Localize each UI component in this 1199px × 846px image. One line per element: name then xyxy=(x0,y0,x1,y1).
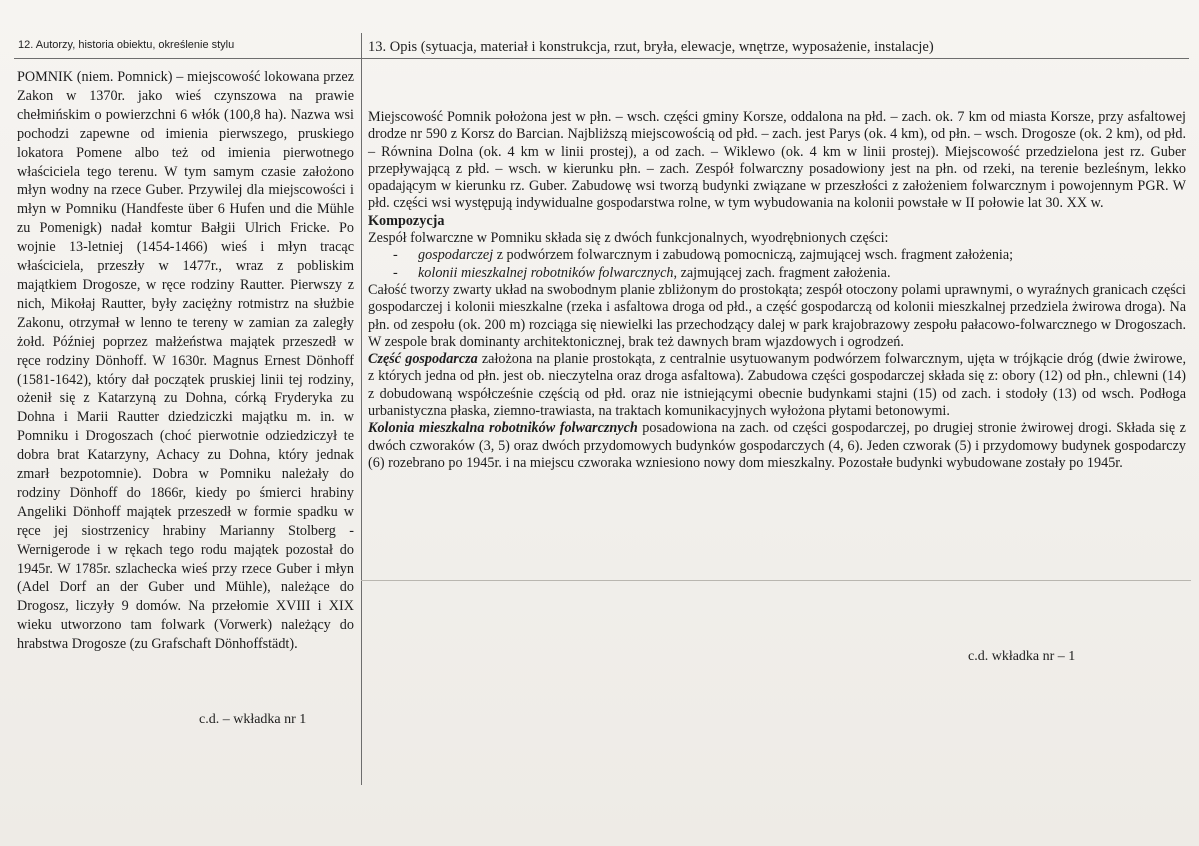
history-column xyxy=(17,68,354,654)
description-continuation-note: c.d. wkładka nr – 1 xyxy=(968,649,1076,664)
colony-lead: Kolonia mieszkalna robotników folwarcznych xyxy=(368,420,638,437)
list-item xyxy=(368,247,1186,264)
history-continuation-note: c.d. – wkładka nr 1 xyxy=(199,712,307,727)
history-text: POMNIK (niem. Pomnick) – miejscowość lokowana przez Zakon w 1370r. jako wieś czynszowa na prawie chełmińskim o powierzchni 6 włók (100,8 ha). Nazwa wsi pochodzi zapewne od imienia pierwszego, pruskiego lokatora Pomene albo też od imienia pierwotnego właściciela tego terenu. W tym samym czasie założono młyn wodny na rzece Guber. Przywilej dla miejscowości i młyn w Pomniku (Handfeste über 6 Hufen und die Mühle zu Pomenigk) nadał komtur Bałgii Ulrich Fricke. Po wojnie 13-letniej (1454-1466) wieś i młyn tracąc właściciela, przeszły w 1477r., wraz z pobliskim majątkiem Drogosze, w ręce rodziny Rautter. Pierwszy z nich, Mikołaj Rautter, były zaciężny rotmistrz na służbie Zakonu, otrzymał w lenno te tereny w zamian za zaległy żołd. Później poprzez małżeństwa majątek przeszedł w ręce rodziny Dönhoff. W 1630r. Magnus Ernest Dönhoff (1581-1642), który dał początek pruskiej linii tej rodziny, ożenił się z Katarzyną zu Dohna, córką Fryderyka zu Dohna i Marii Rautter dziedziczki majątku m. in. w Pomniku i Drogoszach (choć pierwotnie odziedziczył te dobra brat Katarzyny, Achacy zu Dohna, który jednak zmarł bezpotomnie). Dobra w Pomniku należały do rodziny Dönhoff do 1866r, kiedy po śmierci hrabiny Angeliki Dönhoff majątek przeszedł w formie spadku w ręce jej siostrzenicy hrabiny Marianny Stolberg - Wernigerode i w rękach tego rodu majątek pozostał do 1945r. W 1785r. szlachecka wieś przy rzece Guber i młyn (Adel Dorf an der Guber und Mühle), należące do Drogosz, liczyły 9 domów. Na przełomie XVIII i XIX wieku utworzono tam folwark (Vorwerk) należący do hrabstwa Drogosze (zu Grafschaft Dönhoffstädt). xyxy=(17,69,354,653)
section-12-header: 12. Autorzy, historia obiektu, określenie stylu xyxy=(18,39,235,51)
section-13-header: 13. Opis (sytuacja, materiał i konstrukcja, rzut, bryła, elewacje, wnętrze, wyposażenie, instalacje) xyxy=(368,39,934,55)
economic-part-lead: Część gospodarcza xyxy=(368,351,478,368)
lower-divider xyxy=(361,580,1191,581)
location-paragraph: Miejscowość Pomnik położona jest w płn. – wsch. części gminy Korsze, oddalona na płd. – zach. ok. 7 km od miasta Korsze, przy asfaltowej drodze nr 590 z Korsz do Barcian. Najbliższą miejscowością od płd. – zach. jest Parys (ok. 4 km), od płn. – wsch. Drogosze (ok. 2 km), od płd. – Równina Dolna (ok. 4 km w linii prostej), a od zach. – Wiklewo (ok. 4 km w linii prostej). Miejscowość przedzielona jest rz. Guber przepływającą z płd. – wsch. w kierunku płn. – zach. Zespół folwarczny posadowiony jest na płn. od rzeki, na terenie bezleśnym, lekko opadającym w kierunku rz. Guber. Zabudowę wsi tworzą budynki związane w przeszłości z założeniem folwarcznym i powojennym PGR. W płd. części wsi występują indywidualne gospodarstwa rolne, w tym wybudowania na kolonii powstałe w II połowie lat 30. XX w. xyxy=(368,109,1186,212)
list-item-term: kolonii mieszkalnej robotników folwarcznych xyxy=(418,264,674,281)
header-divider xyxy=(14,58,1189,59)
list-item-text xyxy=(418,265,1186,282)
list-item-desc: , zajmującej zach. fragment założenia. xyxy=(673,264,891,281)
list-item-term: gospodarczej xyxy=(418,247,494,264)
composition-heading: Kompozycja xyxy=(368,212,445,229)
list-dash: - xyxy=(393,247,398,264)
column-divider xyxy=(361,33,362,785)
colony-text: posadowiona na zach. od części gospodarczej, po drugiej stronie żwirowej drogi. Składa się z dwóch czworaków (3, 5) oraz dwóch przydomowych budynków gospodarczych (4, 6). Jeden czworak (5) i przydomowy budynek gospodarczy (6) rozebrano po 1945r. i na miejscu czworaka wzniesiono nowy dom mieszkalny. Pozostałe budynki wybudowane zostały po 1945r. xyxy=(368,420,1186,471)
composition-intro: Zespół folwarczne w Pomniku składa się z dwóch funkcjonalnych, wyodrębnionych części: xyxy=(368,230,889,247)
economic-part-text: założona na planie prostokąta, z centralnie usytuowanym podwórzem folwarcznym, ujęta w trójkącie dróg (dwie żwirowe, z których jedna od płn. jest ob. nieczytelna oraz droga asfaltowa). Zabudowa części gospodarczej składa się z: obory (12) od płn., chlewni (14) z dobudowaną współcześnie częścią od płd. oraz nie istniejącymi obecnie budynkami stajni (15) od zach. i stodoły (13) od wsch. Podłoga urbanistyczna płaska, ziemno-trawiasta, na traktach komunikacyjnych wyłożona płytami betonowymi. xyxy=(368,351,1187,420)
list-dash: - xyxy=(393,264,398,281)
list-item xyxy=(368,265,1186,282)
list-item-desc: z podwórzem folwarcznym i zabudową pomocniczą, zajmującej wsch. fragment założenia; xyxy=(493,247,1014,264)
economic-part-paragraph xyxy=(368,351,1186,420)
colony-paragraph xyxy=(368,420,1186,472)
description-column xyxy=(368,109,1186,472)
list-item-text xyxy=(418,247,1186,264)
layout-paragraph: Całość tworzy zwarty układ na swobodnym planie zbliżonym do prostokąta; zespół otoczony polami uprawnymi, o wyraźnych granicach części gospodarczej i kolonii mieszkalne (rzeka i asfaltowa droga od płd., a część gospodarczą od kolonii mieszkalnej przedziela żwirowa droga). Na płn. od zespołu (ok. 200 m) rozciąga się niewielki las przechodzący dalej w park krajobrazowy zespołu pałacowo-folwarcznego w Drogoszach. W zespole brak dominanty architektonicznej, brak też dawnych bram wjazdowych i ogrodzeń. xyxy=(368,281,1186,350)
